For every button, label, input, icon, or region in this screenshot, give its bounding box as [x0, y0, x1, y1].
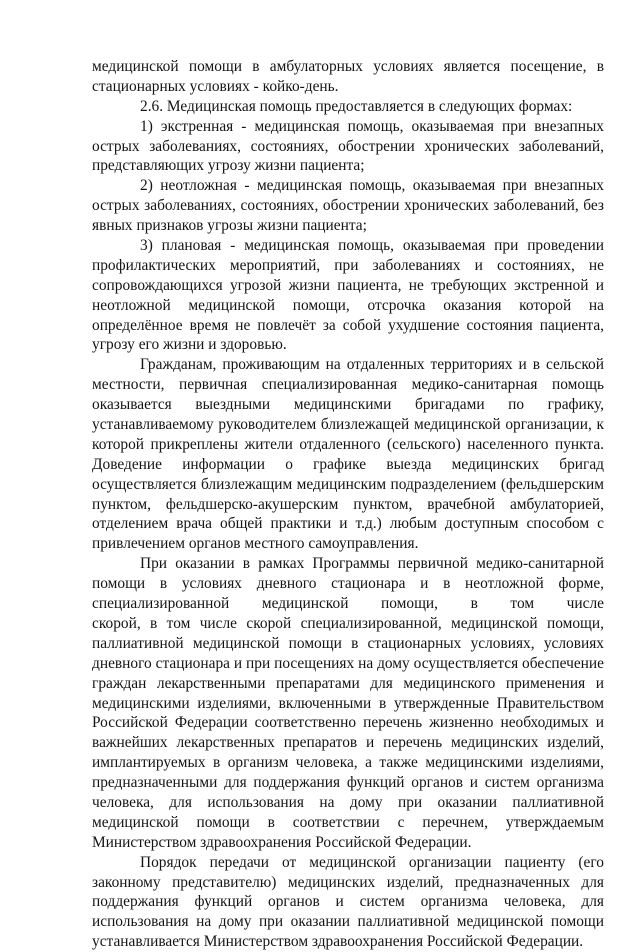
text-line: которой прикреплены жители отдаленного (сельского) населенного пункта. — [92, 435, 604, 453]
text-line: устанавливается Министерством здравоохранения Российской Федерации. — [92, 933, 584, 951]
text-line: стационарных условиях - койко-день. — [92, 77, 339, 95]
text-line: местности, первичная специализированная медико-санитарная помощь — [92, 376, 604, 394]
text-line: Российской Федерации соответственно перечень жизненно необходимых и — [92, 714, 604, 732]
para-remote-territories — [92, 355, 604, 554]
text-line: специализированной медицинской помощи, в том числе — [92, 595, 604, 613]
para-planned — [92, 236, 604, 355]
text-line: неотложной медицинской помощи, отсрочка оказания которой на — [92, 296, 604, 314]
text-line: законному представителю) медицинских изделий, предназначенных для — [92, 873, 604, 891]
para-ambulatory — [92, 57, 604, 97]
text-line: важнейших лекарственных препаратов и перечень медицинских изделий, — [92, 734, 604, 752]
text-line: предназначенными для поддержания функций органов и систем организма — [92, 774, 604, 792]
para-urgent — [92, 176, 604, 236]
text-line: Министерством здравоохранения Российской Федерации. — [92, 833, 472, 851]
text-line: человека, для использования на дому при оказании паллиативной — [92, 793, 604, 811]
text-line: 2) неотложная - медицинская помощь, оказываемая при внезапных — [140, 177, 604, 195]
para-forms-heading — [92, 97, 604, 117]
text-line: угрозу его жизни и здоровью. — [92, 336, 287, 354]
text-line: определённое время не повлечёт за собой ухудшение состояния пациента, — [92, 316, 604, 334]
text-line: сопровождающихся угрозой жизни пациента, не требующих экстренной и — [92, 276, 604, 294]
text-line: отделением врача общей практики и т.д.) любым доступным способом с — [92, 515, 604, 533]
text-line: имплантируемых в организм человека, а также медицинскими изделиями, — [92, 754, 604, 772]
text-line: 3) плановая - медицинская помощь, оказываемая при проведении — [140, 237, 604, 255]
text-line: острых заболеваниях, состояниях, обострении хронических заболеваний, без — [92, 197, 604, 215]
text-line: При оказании в рамках Программы первичной медико-санитарной — [140, 555, 604, 573]
text-line: Порядок передачи от медицинской организации пациенту (его — [140, 853, 604, 871]
text-line: профилактических мероприятий, при заболеваниях и состояниях, не — [92, 256, 604, 274]
text-line: устанавливаемому руководителем близлежащей медицинской организации, к — [92, 416, 604, 434]
text-line: пунктом, фельдшерско-акушерским пунктом, врачебной амбулаторией, — [92, 495, 604, 513]
text-line: острых заболеваниях, состояниях, обострении хронических заболеваний, — [92, 137, 604, 155]
text-line: использования на дому при оказании паллиативной медицинской помощи — [92, 913, 604, 931]
text-line: помощи в условиях дневного стационара и в неотложной форме, — [92, 575, 604, 593]
text-line: скорой, в том числе скорой специализированной, медицинской помощи, — [92, 614, 604, 632]
text-line: дневного стационара и при посещениях на дому осуществляется обеспечение — [92, 654, 604, 672]
text-line: граждан лекарственными препаратами для медицинского применения и — [92, 674, 604, 692]
text-line: явных признаков угрозы жизни пациента; — [92, 217, 367, 235]
para-program-provision — [92, 554, 604, 852]
text-line: 1) экстренная - медицинская помощь, оказываемая при внезапных — [140, 117, 604, 135]
para-emergency — [92, 117, 604, 177]
text-line: медицинской помощи в амбулаторных условиях является посещение, в — [92, 58, 604, 75]
text-line: оказывается выездными медицинскими бригадами по графику, — [92, 396, 604, 414]
text-line: паллиативной медицинской помощи в стационарных условиях, условиях — [92, 634, 604, 652]
text-line: медицинскими изделиями, включенными в утвержденные Правительством — [92, 694, 604, 712]
text-line: представляющих угрозу жизни пациента; — [92, 157, 365, 175]
text-line: поддержания функций органов и систем организма человека, для — [92, 893, 604, 911]
text-line: привлечением органов местного самоуправления. — [92, 535, 419, 553]
document-body — [92, 57, 604, 952]
text-line: осуществляется близлежащим медицинским подразделением (фельдшерским — [92, 475, 604, 493]
text-line: 2.6. Медицинская помощь предоставляется в следующих формах: — [140, 97, 573, 115]
text-line: Доведение информации о графике выезда медицинских бригад — [92, 455, 604, 473]
text-line: Гражданам, проживающим на отдаленных территориях и в сельской — [140, 356, 604, 374]
text-line: медицинской помощи в соответствии с перечнем, утверждаемым — [92, 813, 604, 831]
para-transfer-procedure — [92, 853, 604, 952]
